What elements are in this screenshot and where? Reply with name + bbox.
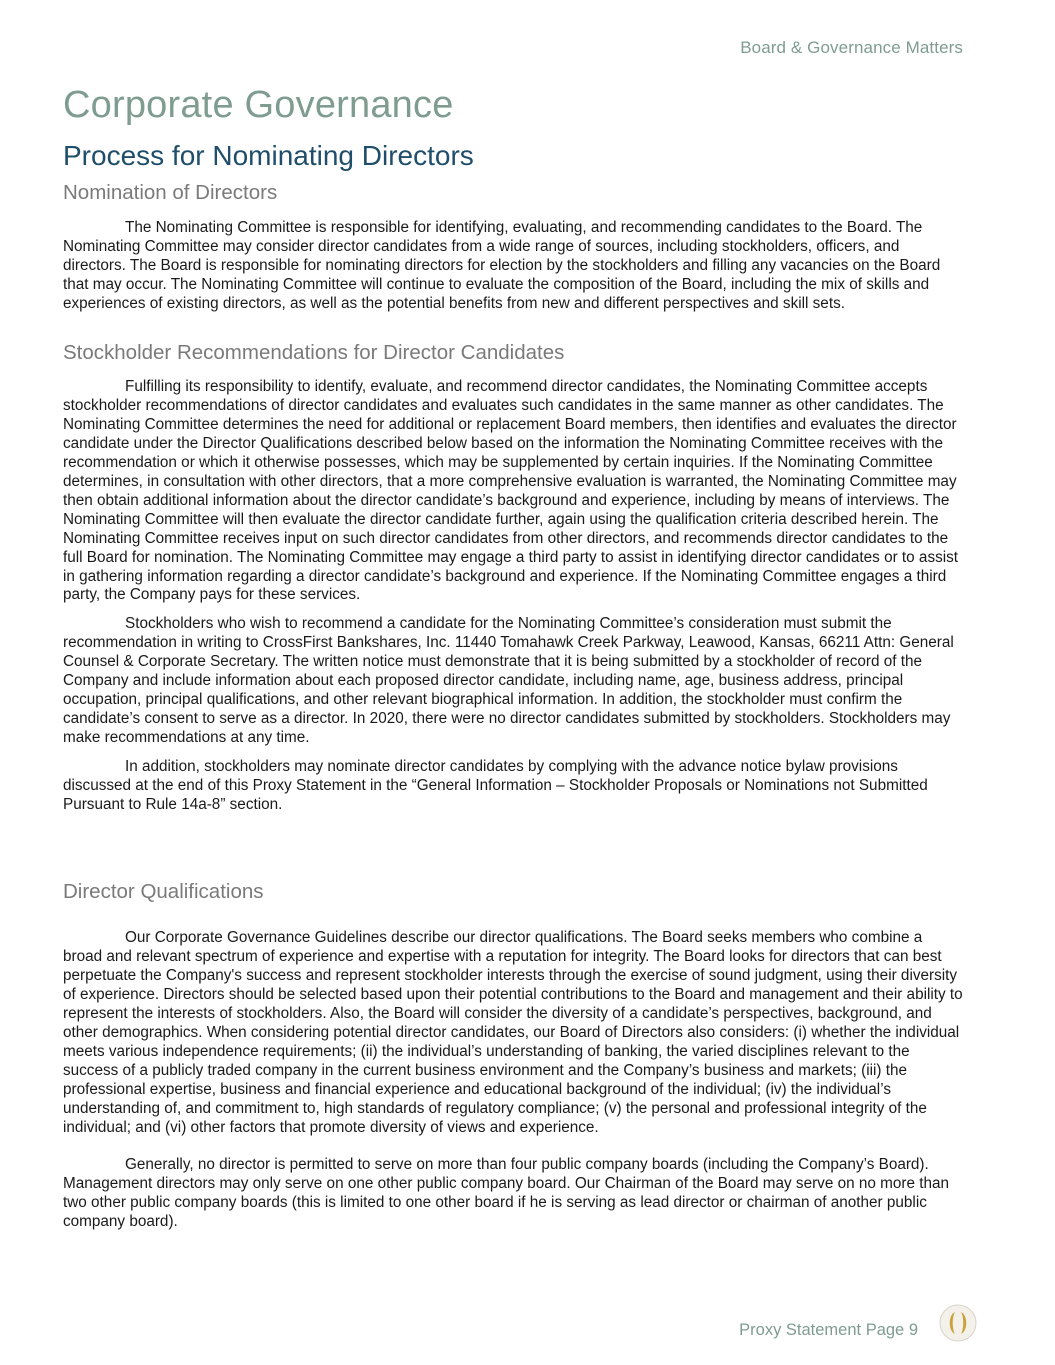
- section-heading: Nomination of Directors: [63, 181, 278, 204]
- running-header: Board & Governance Matters: [740, 38, 963, 57]
- section-stockholder-recommendations: [63, 341, 963, 815]
- paragraph: Fulfilling its responsibility to identify, evaluate, and recommend director candidates, the Nominating Committee accepts stockholder recommendations of director candidates and evaluates such candidates in the same manner as other candidates. The Nominating Committee determines the need for additional or replacement Board members, then identifies and evaluates the director candidate under the Director Qualifications described below based on the information the Nominating Committee receives with the recommendation or which it otherwise possesses, which may be supplemented by certain inquiries. If the Nominating Committee determines, in consultation with other directors, that a more comprehensive evaluation is warranted, the Nominating Committee may then obtain additional information about the director candidate’s background and experience, including by means of interviews. The Nominating Committee will then evaluate the director candidate further, again using the qualification criteria described herein. The Nominating Committee receives input on such director candidates from other directors, and recommends director candidates to the full Board for nomination. The Nominating Committee may engage a third party to assist in identifying director candidates or to assist in gathering information regarding a director candidate’s background and experience. If the Nominating Committee engages a third party, the Company pays for these services.: [63, 378, 959, 604]
- section-heading: Director Qualifications: [63, 880, 264, 903]
- section-nomination-of-directors: [63, 181, 963, 314]
- page-title: Corporate Governance: [63, 84, 454, 126]
- section-heading: Stockholder Recommendations for Director Candidates: [63, 341, 565, 364]
- paragraph: Generally, no director is permitted to serve on more than four public company boards (including the Company’s Board). Management directors may only serve on one other public company board. Our Chairman of the Board may serve on no more than two other public company boards (this is limited to one other board if he is serving as lead director or chairman of another public company board).: [63, 1156, 949, 1231]
- paragraph: Stockholders who wish to recommend a candidate for the Nominating Committee’s consideration must submit the recommendation in writing to CrossFirst Bankshares, Inc. 11440 Tomahawk Creek Parkway, Leawood, Kansas, 66211 Attn: General Counsel & Corporate Secretary. The written notice must demonstrate that it is being submitted by a stockholder of record of the Company and include information about each proposed director candidate, including name, age, business address, principal occupation, principal qualifications, and other relevant biographical information. In addition, the stockholder must confirm the candidate’s consent to serve as a director. In 2020, there were no director candidates submitted by stockholders. Stockholders may make recommendations at any time.: [63, 615, 954, 747]
- footer-page-label: Proxy Statement Page 9: [739, 1321, 918, 1339]
- section-director-qualifications: [63, 880, 963, 1232]
- page-subtitle: Process for Nominating Directors: [63, 140, 474, 171]
- company-logo-icon: [938, 1303, 978, 1343]
- paragraph: Our Corporate Governance Guidelines describe our director qualifications. The Board seeks members who combine a broad and relevant spectrum of experience and expertise with a reputation for integrity. The Board looks for directors that can best perpetuate the Company's success and represent stockholder interests through the exercise of sound judgment, using their diversity of experience. Directors should be selected based upon their potential contributions to the Board and management and their ability to represent the interests of stockholders. Also, the Board will consider the diversity of a candidate’s perspectives, background, and other demographics. When considering potential director candidates, our Board of Directors also considers: (i) whether the individual meets various independence requirements; (ii) the individual’s understanding of banking, the varied disciplines relevant to the success of a publicly traded company in the current business environment and the Company’s business and markets; (iii) the professional expertise, business and financial experience and educational background of the individual; (iv) the individual’s understanding of, and commitment to, high standards of regulatory compliance; (v) the personal and professional integrity of the individual; and (vi) other factors that promote diversity of views and experience.: [63, 929, 963, 1136]
- paragraph: In addition, stockholders may nominate director candidates by complying with the advance notice bylaw provisions discussed at the end of this Proxy Statement in the “General Information – Stockholder Proposals or Nominations not Submitted Pursuant to Rule 14a-8” section.: [63, 758, 928, 814]
- paragraph: The Nominating Committee is responsible for identifying, evaluating, and recommending candidates to the Board. The Nominating Committee may consider director candidates from a wide range of sources, including stockholders, officers, and directors. The Board is responsible for nominating directors for election by the stockholders and filling any vacancies on the Board that may occur. The Nominating Committee will continue to evaluate the composition of the Board, including the mix of skills and experiences of existing directors, as well as the potential benefits from new and different perspectives and skill sets.: [63, 219, 941, 312]
